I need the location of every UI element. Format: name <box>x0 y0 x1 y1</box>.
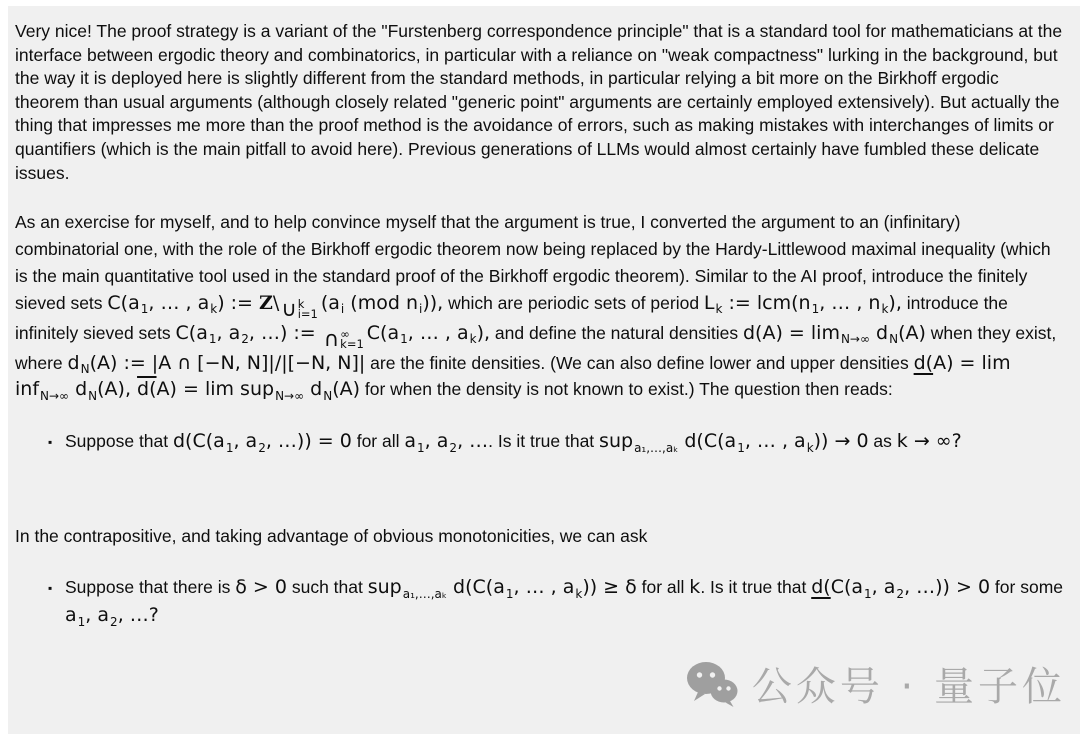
math-token: (mod <box>344 291 406 314</box>
math-token: , …)) > 0 <box>904 575 991 598</box>
math-token: A) = lim inf$_{N\to\infty}$ <box>15 351 1011 404</box>
math-token: $n_i$ <box>405 291 423 317</box>
math-token: , …? <box>117 603 159 626</box>
math-token: sup$_{a_1,\dots,a_k}$ <box>599 430 679 455</box>
math-token: )), <box>422 291 444 314</box>
math-token: , <box>216 321 229 344</box>
math-token: , … , <box>819 291 869 314</box>
math-token: )) → 0 <box>813 430 869 453</box>
text-run: Suppose that there is <box>65 576 236 597</box>
math-token: (A) <box>332 378 361 401</box>
operator-symbol: ∪ <box>281 296 297 321</box>
text-run: for all <box>636 576 690 597</box>
math-token: ( <box>320 291 329 314</box>
math-token: )) ≥ δ <box>582 575 637 598</box>
math-token: $n_1$ <box>798 291 820 317</box>
limit-bottom: k=1 <box>340 337 364 352</box>
text-run: As an exercise for myself, and to help convince myself that the argument is true, I converted the argument to an (infinitary) combinatorial one, with the role of the Birkhoff ergodic theorem now being replaced by the Hardy-Littlewood maximal inequality (which is the main quantitative tool used in the standard proof of the Birkhoff ergodic theorem). Similar to the AI proof, introduce the finitely sieved sets <box>15 212 1056 313</box>
operator-limits <box>297 296 318 322</box>
bullet-list <box>15 427 1067 455</box>
math-token: C( <box>107 291 129 314</box>
watermark <box>686 655 1066 712</box>
text-run: such that <box>286 576 368 597</box>
text-run: . Is it true that <box>700 576 812 597</box>
bullet-item <box>48 573 1067 629</box>
math-token: , <box>85 603 98 626</box>
paragraph <box>15 525 1067 549</box>
text-run: when they exist, where <box>15 322 1062 373</box>
inline-math <box>173 430 352 455</box>
math-token: d(C( <box>678 430 725 453</box>
math-token: d(C( <box>447 575 494 598</box>
watermark-text: 公众号 · 量子位 <box>751 664 1066 710</box>
math-token: , <box>871 575 884 598</box>
math-token: $a_1$ <box>404 430 425 455</box>
math-token: , … , <box>148 291 198 314</box>
math-token: Z <box>259 291 273 314</box>
limit-bottom: i=1 <box>297 307 318 322</box>
post-body <box>8 6 1080 629</box>
text-run: introduce the infinitely sieved sets <box>15 292 1013 343</box>
limit-top: k <box>297 296 305 311</box>
big-operator <box>281 296 318 322</box>
math-token: $a_1$ <box>387 321 408 347</box>
math-token: ), <box>476 321 491 344</box>
inline-math <box>743 321 926 347</box>
math-token: $n_k$ <box>868 291 889 317</box>
math-token: $a_2$ <box>228 321 249 347</box>
inline-math <box>235 576 287 598</box>
inline-math <box>65 603 159 629</box>
math-token: $a_1$ <box>65 603 86 629</box>
math-token: $a_k$ <box>456 321 477 347</box>
text-run: and define the natural densities <box>490 322 743 343</box>
math-token: , <box>233 430 246 453</box>
math-token: , …) := <box>248 321 322 344</box>
math-token: d( <box>137 378 157 401</box>
math-token: , … , <box>513 575 563 598</box>
inline-math <box>897 430 962 452</box>
bullet-list <box>15 573 1067 629</box>
math-token: := lcm( <box>722 291 799 314</box>
math-token: $a_2$ <box>245 430 266 455</box>
paragraph <box>15 20 1067 185</box>
inline-math <box>175 321 491 352</box>
math-token: (A) := |A ∩ [−N, N]|/|[−N, N]| <box>89 351 366 374</box>
math-token: $a_i$ <box>328 291 345 317</box>
text-run: In the contrapositive, and taking advantage of obvious monotonicities, we can ask <box>15 526 648 547</box>
math-token: , … , <box>407 321 457 344</box>
post-container <box>8 6 1080 734</box>
text-run: for all <box>351 431 405 452</box>
text-run: for when the density is not known to exist.) The question then reads: <box>360 379 893 400</box>
math-token: k → ∞? <box>896 430 962 453</box>
math-token: $a_1$ <box>493 575 514 601</box>
math-token: d(C( <box>173 430 214 453</box>
bullet-marker: ▪ <box>48 580 53 595</box>
math-token: $L_k$ <box>703 291 723 317</box>
math-token: (A), <box>97 378 138 401</box>
text-run: are the finite densities. (We can also define lower and upper densities <box>365 352 914 373</box>
inline-math <box>67 351 366 377</box>
math-token: C( <box>366 321 388 344</box>
text-run: which are periodic sets of period <box>443 292 704 313</box>
limit-top: ∞ <box>340 326 350 341</box>
big-operator <box>323 326 364 352</box>
math-token: C( <box>830 575 852 598</box>
inline-math <box>599 430 869 455</box>
math-token: k <box>689 575 701 598</box>
math-token: , <box>424 430 437 453</box>
math-token: d( <box>913 351 934 374</box>
math-token: , … , <box>744 430 795 453</box>
math-token: $d_N$ <box>67 351 90 377</box>
math-token: (A) <box>898 321 926 344</box>
inline-math <box>107 291 444 322</box>
inline-math <box>703 291 902 317</box>
math-token: $a_1$ <box>196 321 217 347</box>
math-token: d( <box>811 575 831 598</box>
math-token: $a_k$ <box>794 430 814 455</box>
math-token: $d_N$ <box>75 378 98 404</box>
paragraph <box>15 209 1067 403</box>
operator-limits <box>340 326 364 352</box>
math-token: $a_k$ <box>562 575 583 601</box>
math-token: A) = lim sup$_{N\to\infty}$ <box>156 378 305 404</box>
math-token: $a_1$ <box>213 430 234 455</box>
inline-math <box>367 575 637 601</box>
wechat-icon <box>686 661 738 707</box>
inline-math <box>404 430 489 455</box>
math-token: $a_2$ <box>97 603 118 629</box>
math-token: $d(A) = \lim_{N\to\infty}$ <box>743 321 870 347</box>
bullet-item <box>48 427 1067 455</box>
math-token: ) := <box>217 291 260 314</box>
text-run: Very nice! The proof strategy is a variant of the "Furstenberg correspondence principle" that is a standard tool for mathematicians at the interface between ergodic theory and combinatorics, in particular with a reliance on "weak compactness" lurking in the background, but the way it is deployed here is slightly different from the standard methods, in particular relying a bit more on the Birkhoff ergodic theorem than usual arguments (although closely related "generic point" arguments are certainly employed extensively). But actually the thing that impresses me more than the proof method is the avoidance of errors, such as making mistakes with interchanges of limits or quantifiers (which is the main pitfall to avoid here). Previous generations of LLMs would almost certainly have fumbled these delicate issues. <box>15 21 1067 183</box>
math-token: $a_k$ <box>197 291 218 317</box>
text-run: as <box>868 431 897 452</box>
math-token: $a_1$ <box>724 430 745 455</box>
bullet-marker: ▪ <box>48 435 53 450</box>
math-token: $a_2$ <box>883 575 905 601</box>
text-run: Suppose that <box>65 431 173 452</box>
math-token: δ > 0 <box>235 575 287 598</box>
text-run: for some <box>990 576 1068 597</box>
math-token: $d_N$ <box>310 378 333 404</box>
math-token: \ <box>272 291 280 314</box>
math-token: $a_2$ <box>436 430 458 455</box>
inline-math <box>811 575 991 601</box>
math-token: $a_1$ <box>851 575 872 601</box>
math-token: $a_1$ <box>128 291 149 317</box>
operator-symbol: ∩ <box>323 326 340 351</box>
math-token: , …)) = 0 <box>265 430 352 453</box>
inline-math <box>689 576 700 598</box>
math-token: sup$_{a_1,\dots,a_k}$ <box>367 575 447 601</box>
math-token: ), <box>888 291 902 314</box>
text-run: . Is it true that <box>488 431 600 452</box>
math-token: , … <box>457 430 489 453</box>
math-token: C( <box>175 321 197 344</box>
math-token: $d_N$ <box>876 321 899 347</box>
